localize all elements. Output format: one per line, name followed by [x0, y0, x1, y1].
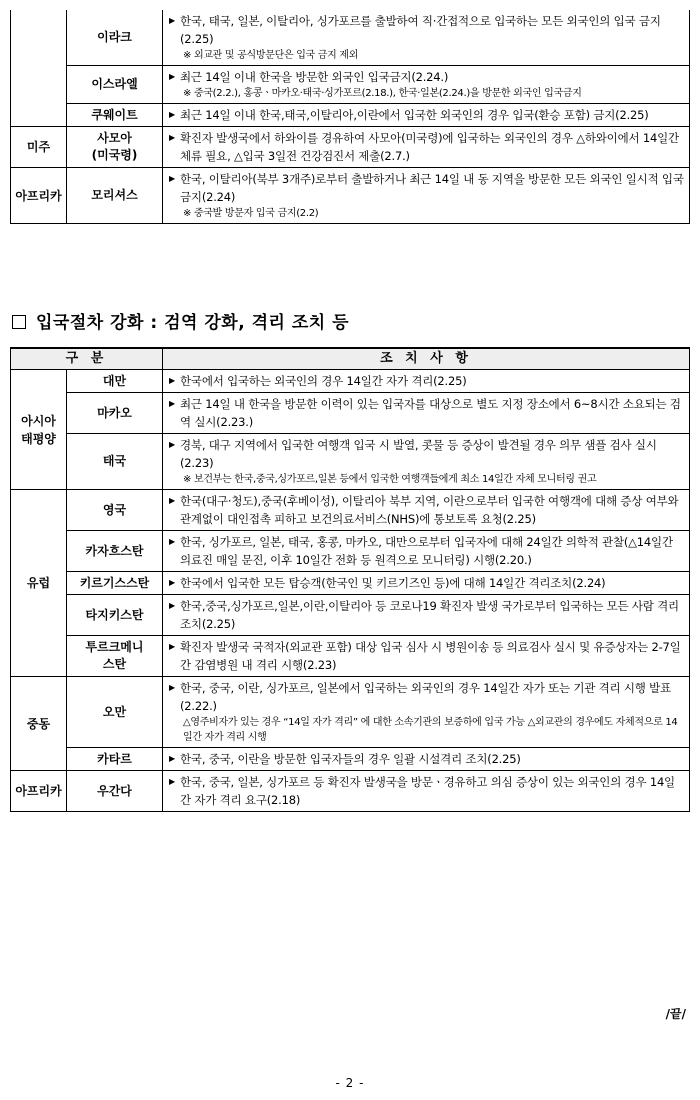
- bullet-item: [169, 372, 685, 390]
- bullet-text: 한국, 중국, 이란, 싱가포르, 일본에서 입국하는 외국인의 경우 14일간 자가 또는 기관 격리 시행 발표(2.22.): [180, 681, 671, 713]
- bullet-item: [169, 395, 685, 431]
- measure-cell: [163, 748, 690, 771]
- triangle-bullet-icon: ▶: [169, 133, 175, 142]
- table-row: [11, 370, 690, 393]
- triangle-bullet-icon: ▶: [169, 642, 175, 651]
- country-cell: 모리셔스: [67, 168, 163, 224]
- bullet-item: [169, 773, 685, 809]
- bullet-text: 확진자 발생국 국적자(외교관 포함) 대상 입국 심사 시 병원이송 등 의료검사 실시 및 유증상자는 2-7일 간 감염병원 내 격리 시행(2.23): [180, 640, 681, 672]
- bullet-item: [169, 533, 685, 569]
- country-cell: 투르크메니 스탄: [67, 636, 163, 677]
- triangle-bullet-icon: ▶: [169, 399, 175, 408]
- measure-cell: [163, 10, 690, 66]
- triangle-bullet-icon: ▶: [169, 777, 175, 786]
- triangle-bullet-icon: ▶: [169, 174, 175, 183]
- bullet-text: 한국, 이탈리아(북부 3개주)로부터 출발하거나 최근 14일 내 동 지역을 방문한 모든 외국인 일시적 입국금지(2.24): [180, 172, 684, 204]
- bullet-text: 한국에서 입국하는 외국인의 경우 14일간 자가 격리(2.25): [180, 374, 467, 388]
- table-row: [11, 168, 690, 224]
- measure-cell: [163, 434, 690, 490]
- triangle-bullet-icon: ▶: [169, 537, 175, 546]
- country-cell: 키르기스스탄: [67, 572, 163, 595]
- region-cell: 아프리카: [11, 168, 67, 224]
- triangle-bullet-icon: ▶: [169, 110, 175, 119]
- bullet-item: [169, 492, 685, 528]
- triangle-bullet-icon: ▶: [169, 440, 175, 449]
- measure-cell: [163, 595, 690, 636]
- table-row: [11, 595, 690, 636]
- measure-cell: [163, 370, 690, 393]
- measure-cell: [163, 393, 690, 434]
- section-title: [12, 308, 349, 333]
- region-cell: 중동: [11, 677, 67, 771]
- bullet-item: [169, 597, 685, 633]
- triangle-bullet-icon: ▶: [169, 16, 175, 25]
- table-header-row: [11, 348, 690, 370]
- country-cell: 카자흐스탄: [67, 531, 163, 572]
- measure-cell: [163, 168, 690, 224]
- bullet-item: [169, 129, 685, 165]
- table-row: [11, 490, 690, 531]
- bullet-text: 한국, 중국, 이란을 방문한 입국자들의 경우 일괄 시설격리 조치(2.25): [180, 752, 521, 766]
- bullet-item: [169, 750, 685, 768]
- measure-cell: [163, 531, 690, 572]
- note-text: △영주비자가 있는 경우 “14일 자가 격리” 에 대한 소속기관의 보증하에 입국 가능 △외교관의 경우에도 자체적으로 14일간 자가 격리 시행: [183, 717, 678, 743]
- entry-ban-table-continued: [10, 10, 690, 224]
- bullet-text: 한국(대구·청도),중국(후베이성), 이탈리아 북부 지역, 이란으로부터 입국한 여행객에 대해 증상 여부와 관계없이 대인접촉 피하고 보건의료서비스(NHS)에 통보토록 요청(2.25): [180, 494, 679, 526]
- bullet-item: [169, 170, 685, 206]
- table-row: [11, 66, 690, 104]
- bullet-item: [169, 638, 685, 674]
- bullet-item: [169, 12, 685, 48]
- table-row: [11, 104, 690, 127]
- table-row: [11, 531, 690, 572]
- table-row: [11, 10, 690, 66]
- triangle-bullet-icon: ▶: [169, 601, 175, 610]
- measure-cell: [163, 490, 690, 531]
- triangle-bullet-icon: ▶: [169, 578, 175, 587]
- entry-procedure-table: [10, 347, 690, 812]
- table-row: [11, 677, 690, 748]
- bullet-text: 한국, 태국, 일본, 이탈리아, 싱가포르를 출발하여 직·간접적으로 입국하는 모든 외국인의 입국 금지(2.25): [180, 14, 661, 46]
- triangle-bullet-icon: ▶: [169, 754, 175, 763]
- table-row: [11, 748, 690, 771]
- bullet-item: [169, 68, 685, 86]
- note-text: ※ 보건부는 한국,중국,싱가포르,일본 등에서 입국한 여행객들에게 최소 14일간 자체 모니터링 권고: [183, 474, 597, 485]
- country-cell: 사모아 (미국령): [67, 127, 163, 168]
- bullet-item: [169, 106, 685, 124]
- triangle-bullet-icon: ▶: [169, 496, 175, 505]
- bullet-item: [169, 679, 685, 715]
- measure-cell: [163, 771, 690, 812]
- region-cell: [11, 10, 67, 127]
- country-cell: 타지키스탄: [67, 595, 163, 636]
- country-cell: 우간다: [67, 771, 163, 812]
- measure-cell: [163, 636, 690, 677]
- bullet-text: 최근 14일 이내 한국,태국,이탈리아,이란에서 입국한 외국인의 경우 입국(환승 포함) 금지(2.25): [180, 108, 649, 122]
- table-row: [11, 771, 690, 812]
- triangle-bullet-icon: ▶: [169, 72, 175, 81]
- region-cell: 미주: [11, 127, 67, 168]
- bullet-text: 확진자 발생국에서 하와이를 경유하여 사모아(미국령)에 입국하는 외국인의 경우 △하와이에서 14일간 체류 필요, △입국 3일전 건강검진서 제출(2.7.): [180, 131, 679, 163]
- table-row: [11, 636, 690, 677]
- bullet-text: 최근 14일 내 한국을 방문한 이력이 있는 입국자를 대상으로 별도 지정 장소에서 6~8시간 소요되는 검역 실시(2.23.): [180, 397, 681, 429]
- country-cell: 오만: [67, 677, 163, 748]
- end-mark: /끝/: [665, 1007, 686, 1021]
- country-cell: 이라크: [67, 10, 163, 66]
- country-cell: 이스라엘: [67, 66, 163, 104]
- header-measures: 조 치 사 항: [163, 348, 690, 370]
- table-row: [11, 572, 690, 595]
- country-cell: 태국: [67, 434, 163, 490]
- note-text: ※ 중국(2.2.), 홍콩ㆍ마카오·태국·싱가포르(2.18.), 한국·일본(2.24.)을 방문한 외국인 입국금지: [183, 88, 582, 99]
- region-cell: 아프리카: [11, 771, 67, 812]
- bullet-text: 한국, 싱가포르, 일본, 태국, 홍콩, 마카오, 대만으로부터 입국자에 대해 24일간 의학적 관찰(△14일간 의료진 매일 문진, 이후 10일간 전화 등 원격으로 모니터링) 시행(2.20.): [180, 535, 673, 567]
- table-row: [11, 393, 690, 434]
- region-cell: 유럽: [11, 490, 67, 677]
- table-row: [11, 434, 690, 490]
- triangle-bullet-icon: ▶: [169, 683, 175, 692]
- country-cell: 카타르: [67, 748, 163, 771]
- checkbox-square-icon: [12, 315, 26, 329]
- note-text: ※ 외교관 및 공식방문단은 입국 금지 제외: [183, 50, 359, 61]
- bullet-text: 한국,중국,싱가포르,일본,이란,이탈리아 등 코로나19 확진자 발생 국가로부터 입국하는 모든 사람 격리조치(2.25): [180, 599, 679, 631]
- measure-cell: [163, 127, 690, 168]
- bullet-text: 최근 14일 이내 한국을 방문한 외국인 입국금지(2.24.): [180, 70, 449, 84]
- bullet-item: [169, 436, 685, 472]
- bullet-text: 경북, 대구 지역에서 입국한 여행객 입국 시 발열, 콧물 등 증상이 발견될 경우 의무 샘플 검사 실시(2.23): [180, 438, 657, 470]
- country-cell: 쿠웨이트: [67, 104, 163, 127]
- bullet-text: 한국에서 입국한 모든 탑승객(한국인 및 키르기즈인 등)에 대해 14일간 격리조치(2.24): [180, 576, 606, 590]
- measure-cell: [163, 572, 690, 595]
- country-cell: 마카오: [67, 393, 163, 434]
- country-cell: 영국: [67, 490, 163, 531]
- page-number: - 2 -: [335, 1076, 365, 1090]
- measure-cell: [163, 677, 690, 748]
- measure-cell: [163, 104, 690, 127]
- measure-cell: [163, 66, 690, 104]
- header-category: 구 분: [11, 348, 163, 370]
- bullet-text: 한국, 중국, 일본, 싱가포르 등 확진자 발생국을 방문ㆍ경유하고 의심 증상이 있는 외국인의 경우 14일간 자가 격리 요구(2.18): [180, 775, 675, 807]
- table-row: [11, 127, 690, 168]
- bullet-item: [169, 574, 685, 592]
- country-cell: 대만: [67, 370, 163, 393]
- triangle-bullet-icon: ▶: [169, 376, 175, 385]
- note-text: ※ 중국발 방문자 입국 금지(2.2): [183, 208, 319, 219]
- region-cell: 아시아 태평양: [11, 370, 67, 490]
- section-title-text: 입국절차 강화 : 검역 강화, 격리 조치 등: [36, 313, 350, 333]
